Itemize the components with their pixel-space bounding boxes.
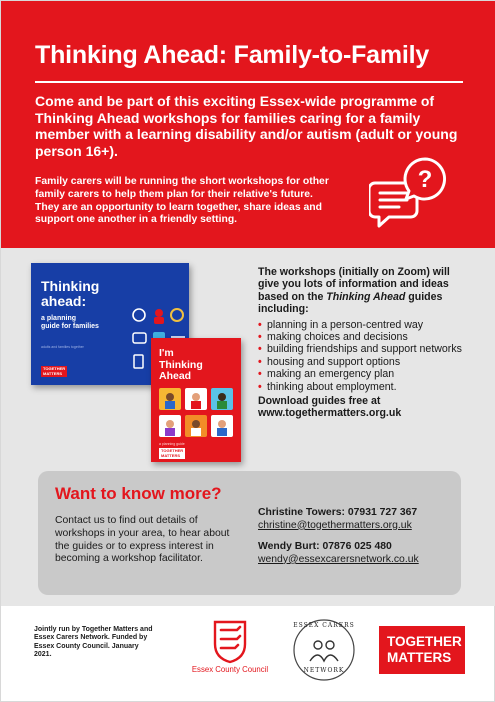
chat-question-icon [369,153,455,231]
guide-small-text: adults and families together [41,345,84,349]
header-banner [1,1,495,248]
guide-title: I'm Thinking Ahead [159,347,203,382]
list-item: • planning in a person-centred way [258,319,470,331]
list-item: • thinking about employment. [258,381,470,393]
together-matters-logo: TOGETHER MATTERS [379,626,465,674]
topic-list [258,319,470,393]
list-item: • building friendships and support networks [258,343,470,355]
contact-box [38,471,461,595]
svg-text:?: ? [417,166,433,193]
together-matters-logo-small: TOGETHER MATTERS [161,448,184,458]
description-text: Family carers will be running the short workshops for other family carers to help them plan for their relative's future. They are an opportunity to learn together, share ideas and support one another in a friendly setting. [35,176,329,226]
list-item: • making choices and decisions [258,331,470,343]
page-title: Thinking Ahead: Family-to-Family [35,41,430,69]
contact-heading: Want to know more? [55,484,222,503]
ecn-logo-text-bottom: NETWORK [303,667,345,674]
essex-carers-network-logo [291,617,357,683]
download-link-text[interactable]: Download guides free at www.togethermatters.org.uk [258,395,402,420]
together-matters-logo-small: TOGETHER MATTERS [43,366,66,376]
workshop-info [258,266,470,420]
contact-name-phone: Wendy Burt: 07876 025 480 [258,541,392,553]
guide-subtitle: a planning guide for families [41,315,99,330]
contact-name-phone: Christine Towers: 07931 727 367 [258,507,418,518]
contact-email-link[interactable]: wendy@essexcarersnetwork.co.uk [258,553,419,565]
essex-county-council-name: Essex County Council [191,665,269,674]
contact-email-link[interactable]: christine@togethermatters.org.uk [258,519,412,531]
contact-description: Contact us to find out details of workshops in your area, to hear about the guides or to express interest in becoming a workshop facilitator. [55,515,230,565]
im-thinking-ahead-guide-cover [151,338,241,462]
essex-crest-icon [213,620,247,664]
essex-county-council-logo [177,620,283,682]
title-divider [35,81,463,83]
guide-title: Thinking ahead: [41,278,100,309]
ecn-logo-text-top: ESSEX CARERS [293,622,355,629]
guide-small-text: a planning guide [159,442,185,446]
footer-credit-text: Jointly run by Together Matters and Essex Carers Network. Funded by Essex County Council. January 2021. [34,626,153,659]
workshop-lead-text: The workshops (initially on Zoom) will give you lots of information and ideas based on the Thinking Ahead guides including: [258,266,450,316]
contact-list [258,507,458,566]
list-item: • housing and support options [258,356,470,368]
intro-text: Come and be part of this exciting Essex-wide programme of Thinking Ahead workshops for families caring for a family member with a learning disability and/or autism (adult or young person 16+). [35,93,458,159]
list-item: • making an emergency plan [258,368,470,380]
guide-cover-illustration [159,388,233,438]
